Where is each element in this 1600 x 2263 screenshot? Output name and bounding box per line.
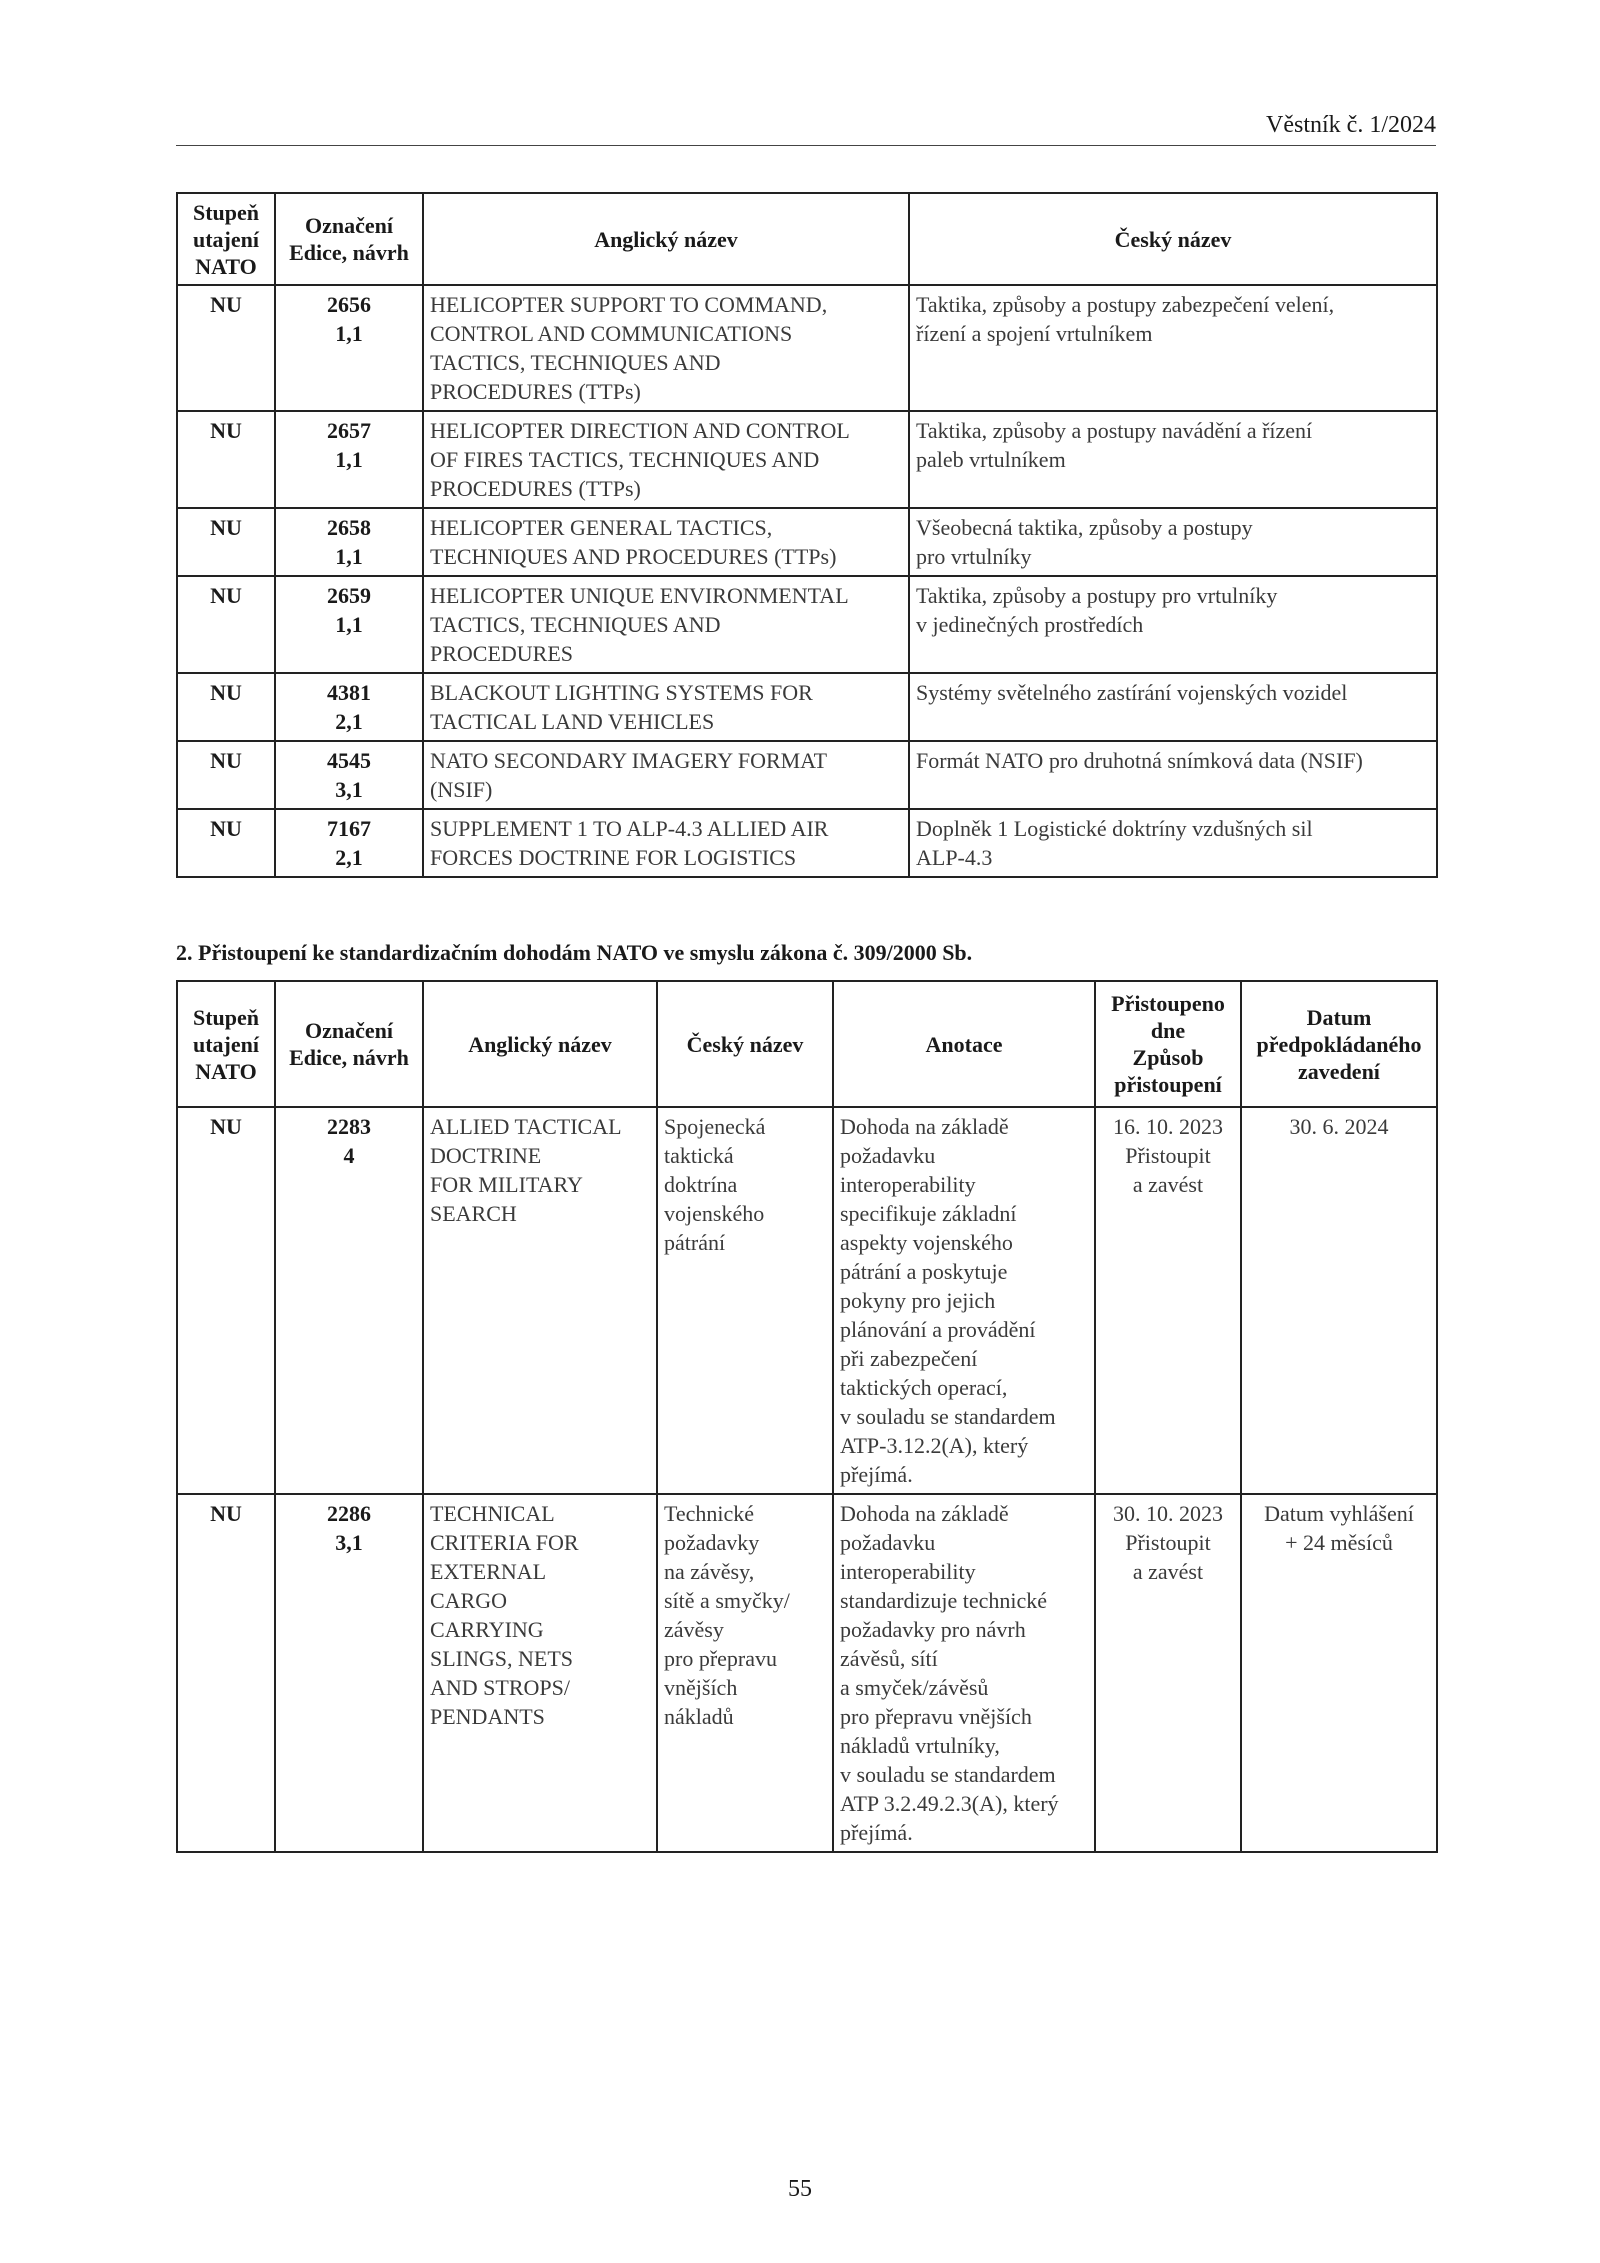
table-row — [177, 1107, 1437, 1494]
classification-cell: NU — [177, 809, 275, 877]
column-header-designation: Označení Edice, návrh — [275, 193, 423, 285]
classification-cell: NU — [177, 673, 275, 741]
table-row — [177, 809, 1437, 877]
czech-title-cell: Taktika, způsoby a postupy zabezpečení velení, řízení a spojení vrtulníkem — [909, 285, 1437, 411]
designation-cell: 4545 3,1 — [275, 741, 423, 809]
table-row — [177, 741, 1437, 809]
table-header-row — [177, 193, 1437, 285]
designation-cell: 2286 3,1 — [275, 1494, 423, 1852]
page-number: 55 — [788, 2176, 812, 2202]
column-header-czech-title: Český název — [657, 981, 833, 1107]
english-title-cell: SUPPLEMENT 1 TO ALP-4.3 ALLIED AIR FORCES DOCTRINE FOR LOGISTICS — [423, 809, 909, 877]
designation-cell: 4381 2,1 — [275, 673, 423, 741]
english-title-cell: ALLIED TACTICAL DOCTRINE FOR MILITARY SEARCH — [423, 1107, 657, 1494]
classification-cell: NU — [177, 285, 275, 411]
classification-cell: NU — [177, 741, 275, 809]
column-header-implementation-date: Datum předpokládaného zavedení — [1241, 981, 1437, 1107]
standards-table-1 — [176, 192, 1438, 878]
designation-cell: 7167 2,1 — [275, 809, 423, 877]
annotation-cell: Dohoda na základě požadavku interoperability specifikuje základní aspekty vojenského pátrání a poskytuje pokyny pro jejich plánování a provádění při zabezpečení taktických operací, v souladu se standardem ATP-3.12.2(A), který přejímá. — [833, 1107, 1095, 1494]
standards-table-2 — [176, 980, 1438, 1853]
english-title-cell: HELICOPTER SUPPORT TO COMMAND, CONTROL AND COMMUNICATIONS TACTICS, TECHNIQUES AND PROCEDURES (TTPs) — [423, 285, 909, 411]
classification-cell: NU — [177, 508, 275, 576]
table-row — [177, 411, 1437, 508]
classification-cell: NU — [177, 1107, 275, 1494]
section-title: 2. Přistoupení ke standardizačním dohodám NATO ve smyslu zákona č. 309/2000 Sb. — [176, 940, 973, 965]
designation-cell: 2658 1,1 — [275, 508, 423, 576]
column-header-classification: Stupeň utajení NATO — [177, 981, 275, 1107]
english-title-cell: HELICOPTER GENERAL TACTICS, TECHNIQUES AND PROCEDURES (TTPs) — [423, 508, 909, 576]
table-row — [177, 673, 1437, 741]
designation-cell: 2659 1,1 — [275, 576, 423, 673]
column-header-english-title: Anglický název — [423, 981, 657, 1107]
classification-cell: NU — [177, 576, 275, 673]
table-row — [177, 1494, 1437, 1852]
table-row — [177, 285, 1437, 411]
implementation-date-cell: 30. 6. 2024 — [1241, 1107, 1437, 1494]
column-header-czech-title: Český název — [909, 193, 1437, 285]
czech-title-cell: Systémy světelného zastírání vojenských vozidel — [909, 673, 1437, 741]
column-header-designation: Označení Edice, návrh — [275, 981, 423, 1107]
page-header: Věstník č. 1/2024 — [176, 112, 1436, 146]
table-header-row — [177, 981, 1437, 1107]
classification-cell: NU — [177, 411, 275, 508]
annotation-cell: Dohoda na základě požadavku interoperability standardizuje technické požadavky pro návrh závěsů, sítí a smyček/závěsů pro přepravu vnějších nákladů vrtulníky, v souladu se standardem ATP 3.2.49.2.3(A), který přejímá. — [833, 1494, 1095, 1852]
czech-title-cell: Všeobecná taktika, způsoby a postupy pro vrtulníky — [909, 508, 1437, 576]
czech-title-cell: Taktika, způsoby a postupy navádění a řízení paleb vrtulníkem — [909, 411, 1437, 508]
implementation-date-cell: Datum vyhlášení + 24 měsíců — [1241, 1494, 1437, 1852]
english-title-cell: BLACKOUT LIGHTING SYSTEMS FOR TACTICAL LAND VEHICLES — [423, 673, 909, 741]
classification-cell: NU — [177, 1494, 275, 1852]
czech-title-cell: Formát NATO pro druhotná snímková data (NSIF) — [909, 741, 1437, 809]
column-header-annotation: Anotace — [833, 981, 1095, 1107]
accession-cell: 16. 10. 2023 Přistoupit a zavést — [1095, 1107, 1241, 1494]
czech-title-cell: Technické požadavky na závěsy, sítě a smyčky/ závěsy pro přepravu vnějších nákladů — [657, 1494, 833, 1852]
table-row — [177, 508, 1437, 576]
czech-title-cell: Doplněk 1 Logistické doktríny vzdušných sil ALP-4.3 — [909, 809, 1437, 877]
column-header-classification: Stupeň utajení NATO — [177, 193, 275, 285]
accession-cell: 30. 10. 2023 Přistoupit a zavést — [1095, 1494, 1241, 1852]
english-title-cell: TECHNICAL CRITERIA FOR EXTERNAL CARGO CARRYING SLINGS, NETS AND STROPS/ PENDANTS — [423, 1494, 657, 1852]
column-header-english-title: Anglický název — [423, 193, 909, 285]
czech-title-cell: Taktika, způsoby a postupy pro vrtulníky v jedinečných prostředích — [909, 576, 1437, 673]
english-title-cell: HELICOPTER UNIQUE ENVIRONMENTAL TACTICS, TECHNIQUES AND PROCEDURES — [423, 576, 909, 673]
english-title-cell: HELICOPTER DIRECTION AND CONTROL OF FIRES TACTICS, TECHNIQUES AND PROCEDURES (TTPs) — [423, 411, 909, 508]
english-title-cell: NATO SECONDARY IMAGERY FORMAT (NSIF) — [423, 741, 909, 809]
table-row — [177, 576, 1437, 673]
czech-title-cell: Spojenecká taktická doktrína vojenského pátrání — [657, 1107, 833, 1494]
designation-cell: 2657 1,1 — [275, 411, 423, 508]
designation-cell: 2283 4 — [275, 1107, 423, 1494]
designation-cell: 2656 1,1 — [275, 285, 423, 411]
column-header-accession: Přistoupeno dne Způsob přistoupení — [1095, 981, 1241, 1107]
